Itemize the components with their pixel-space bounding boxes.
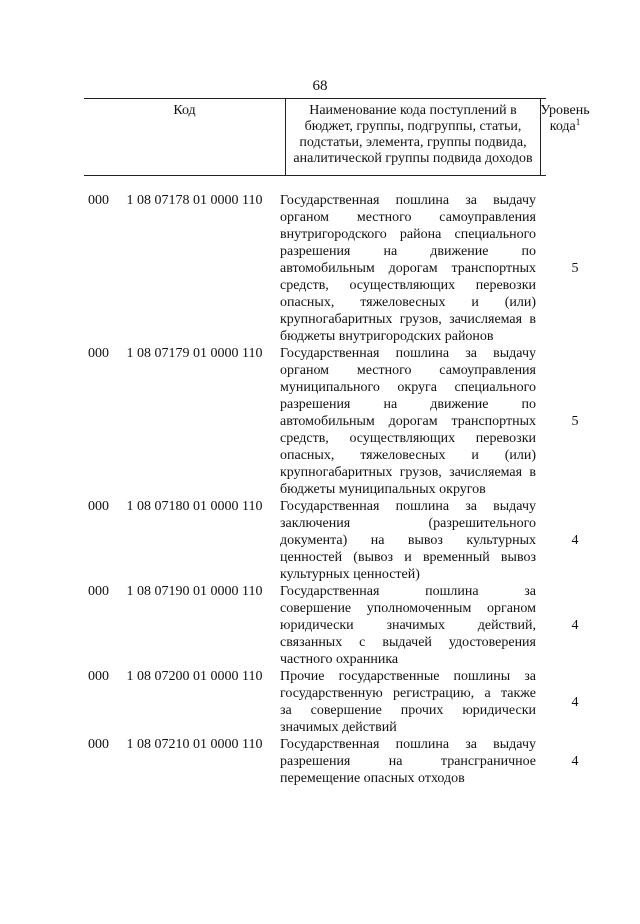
row-name bbox=[280, 668, 536, 736]
row-code: 000 1 08 07180 01 0000 110 bbox=[88, 499, 263, 514]
row-name-line: Прочие государственные пошлины за bbox=[280, 669, 536, 684]
row-name-line: Государственная пошлина за выдачу bbox=[280, 737, 536, 752]
row-name-line: автомобильным дорогам транспортных bbox=[280, 414, 536, 429]
row-name-line: совершение уполномоченным органом bbox=[280, 601, 536, 616]
row-name-line: средств, осуществляющих перевозки bbox=[280, 431, 536, 446]
row-level: 4 bbox=[571, 754, 579, 769]
header-level bbox=[540, 103, 590, 135]
row-name-line: государственную регистрацию, а также bbox=[280, 686, 536, 701]
row-name-line: органом местного самоуправления bbox=[280, 363, 536, 378]
row-name-line: бюджеты муниципальных округов bbox=[280, 482, 486, 497]
row-code: 000 1 08 07179 01 0000 110 bbox=[88, 346, 263, 361]
row-name-line: Государственная пошлина за bbox=[280, 584, 536, 599]
row-name-line: бюджеты внутригородских районов bbox=[280, 329, 494, 344]
row-name-line: Государственная пошлина за выдачу bbox=[280, 499, 536, 514]
row-name-line: заключения (разрешительного bbox=[280, 516, 536, 531]
row-name-line: за совершение прочих юридически bbox=[280, 703, 536, 718]
row-code: 000 1 08 07200 01 0000 110 bbox=[88, 669, 263, 684]
row-code: 000 1 08 07210 01 0000 110 bbox=[88, 737, 263, 752]
header-code: Код bbox=[173, 103, 196, 118]
header-level-footnote: 1 bbox=[575, 117, 581, 127]
row-name-line: опасных, тяжеловесных и (или) bbox=[280, 295, 536, 310]
row-name-line: разрешения на трансграничное bbox=[280, 754, 536, 769]
row-name bbox=[280, 345, 536, 498]
row-level: 4 bbox=[571, 533, 579, 548]
row-name-line: органом местного самоуправления bbox=[280, 210, 536, 225]
row-name-line: крупногабаритных грузов, зачисляемая в bbox=[280, 312, 536, 327]
row-name-line: автомобильным дорогам транспортных bbox=[280, 261, 536, 276]
row-code: 000 1 08 07190 01 0000 110 bbox=[88, 584, 263, 599]
row-name-line: крупногабаритных грузов, зачисляемая в bbox=[280, 465, 536, 480]
row-name bbox=[280, 583, 536, 668]
row-name-line: разрешения на движение по bbox=[280, 244, 536, 259]
row-name-line: культурных ценностей) bbox=[280, 567, 420, 582]
header-name: Наименование кода поступлений в бюджет, группы, подгруппы, статьи, подстатьи, элемента, группы подвида, аналитической группы подвида доходов bbox=[293, 103, 533, 166]
row-level: 4 bbox=[571, 618, 579, 633]
row-name bbox=[280, 498, 536, 583]
page-number: 68 bbox=[312, 78, 328, 94]
row-name-line: ценностей (вывоз и временный вывоз bbox=[280, 550, 536, 565]
row-level: 4 bbox=[571, 694, 579, 710]
row-name bbox=[280, 192, 536, 345]
table-header bbox=[84, 98, 590, 176]
row-name-line: внутригородского района специального bbox=[280, 227, 536, 242]
row-name-line: связанных с выдачей удостоверения bbox=[280, 635, 536, 650]
row-name-line: разрешения на движение по bbox=[280, 397, 536, 412]
row-level: 5 bbox=[571, 261, 579, 276]
header-level-label: Уровень кода bbox=[540, 103, 590, 134]
row-name-line: муниципального округа специального bbox=[280, 380, 536, 395]
row-level: 5 bbox=[571, 414, 579, 429]
row-name-line: Государственная пошлина за выдачу bbox=[280, 193, 536, 208]
row-name bbox=[280, 736, 536, 787]
row-name-line: средств, осуществляющих перевозки bbox=[280, 278, 536, 293]
row-name-line: Государственная пошлина за выдачу bbox=[280, 346, 536, 361]
row-name-line: перемещение опасных отходов bbox=[280, 771, 465, 786]
row-name-line: юридически значимых действий, bbox=[280, 618, 536, 633]
row-code: 000 1 08 07178 01 0000 110 bbox=[88, 193, 263, 208]
row-name-line: документа) на вывоз культурных bbox=[280, 533, 536, 548]
row-name-line: частного охранника bbox=[280, 652, 399, 667]
row-name-line: значимых действий bbox=[280, 720, 397, 735]
row-name-line: опасных, тяжеловесных и (или) bbox=[280, 448, 536, 463]
